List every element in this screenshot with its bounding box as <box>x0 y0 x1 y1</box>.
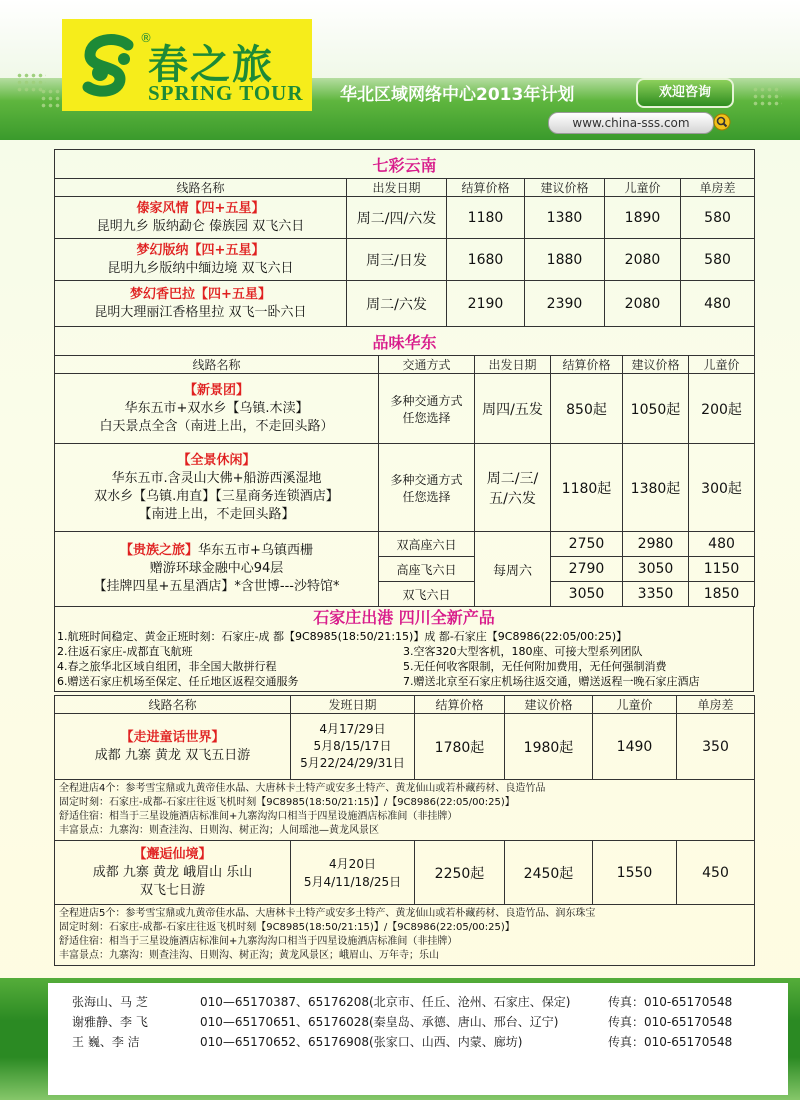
col-header: 儿童价 <box>593 696 677 714</box>
search-icon[interactable] <box>713 113 731 131</box>
col-header: 发班日期 <box>291 696 415 714</box>
col-header: 交通方式 <box>379 356 475 374</box>
note-line: 3.空客320大型客机，180座、可接大型系列团队 <box>403 645 643 658</box>
contact-row <box>72 993 732 1010</box>
child-price: 1150 <box>689 557 755 582</box>
col-header: 线路名称 <box>55 179 347 197</box>
route-name: 【全景休闲】 <box>177 452 256 468</box>
col-header: 儿童价 <box>605 179 681 197</box>
route-line: 双水乡【乌镇.甪直】【三星商务连锁酒店】 <box>94 488 339 504</box>
table-row[interactable] <box>55 841 755 905</box>
suggest-price: 1380起 <box>623 444 689 532</box>
contact-fax: 传真：010-65170548 <box>608 1015 733 1029</box>
contact-names: 张海山、马 芝 <box>72 995 148 1009</box>
contact-names: 王 巍、李 洁 <box>72 1035 140 1049</box>
suggest-price: 2450起 <box>505 841 593 905</box>
depart-date: 周三/日发 <box>347 239 447 281</box>
traffic-mode: 多种交通方式任您选择 <box>379 444 475 532</box>
settle-price: 2790 <box>551 557 623 582</box>
route-name: 【邂逅仙境】 <box>133 846 212 862</box>
table-row[interactable] <box>55 197 755 239</box>
registered-mark: ® <box>140 31 152 45</box>
route-info <box>55 780 755 841</box>
contact-row <box>72 1033 732 1050</box>
route-name: 梦幻版纳【四+五星】 <box>136 242 265 258</box>
single-supplement: 480 <box>681 281 755 327</box>
child-price: 200起 <box>689 374 755 444</box>
col-header: 单房差 <box>681 179 755 197</box>
suggest-price: 3050 <box>623 557 689 582</box>
child-price: 1550 <box>593 841 677 905</box>
route-line: 【南进上出，不走回头路】 <box>138 506 295 522</box>
col-header: 结算价格 <box>447 179 525 197</box>
child-price: 1890 <box>605 197 681 239</box>
section-title-yunnan: 七彩云南 <box>55 150 755 179</box>
info-line: 固定时刻：石家庄-成都-石家庄往返飞机时刻【9C8985(18:50/21:15)】/【9C8986(22:05/00:25)】 <box>59 922 515 933</box>
contact-names: 谢雅静、李 飞 <box>72 1015 148 1029</box>
suggest-price: 1880 <box>525 239 605 281</box>
yunnan-table <box>54 149 755 327</box>
footer <box>0 978 800 1100</box>
route-name: 【贵族之旅】 <box>120 543 199 558</box>
col-header: 出发日期 <box>347 179 447 197</box>
settle-price: 1680 <box>447 239 525 281</box>
contact-fax: 传真：010-65170548 <box>608 1035 733 1049</box>
settle-price: 2250起 <box>415 841 505 905</box>
suggest-price: 1980起 <box>505 714 593 780</box>
col-header: 线路名称 <box>55 356 379 374</box>
info-line: 丰富景点：九寨沟：则查洼沟、日则沟、树正沟；黄龙风景区；峨眉山、万年寺；乐山 <box>59 950 439 961</box>
settle-price: 850起 <box>551 374 623 444</box>
route-name: 【走进童话世界】 <box>120 729 225 745</box>
suggest-price: 1050起 <box>623 374 689 444</box>
sichuan-section <box>54 607 754 692</box>
main-content <box>54 149 754 966</box>
settle-price: 1180起 <box>551 444 623 532</box>
depart-date: 周四/五发 <box>475 374 551 444</box>
table-row[interactable] <box>55 281 755 327</box>
route-name: 【新景团】 <box>183 382 249 398</box>
traffic-mode: 多种交通方式任您选择 <box>379 374 475 444</box>
suggest-price: 2980 <box>623 532 689 557</box>
route-desc: 昆明九乡 版纳勐仑 傣族园 双飞六日 <box>96 218 305 234</box>
child-price: 300起 <box>689 444 755 532</box>
route-name: 梦幻香巴拉【四+五星】 <box>130 286 271 302</box>
route-desc: 昆明大理丽江香格里拉 双飞一卧六日 <box>94 304 307 320</box>
col-header: 建议价格 <box>525 179 605 197</box>
route-info <box>55 905 755 966</box>
col-header: 结算价格 <box>551 356 623 374</box>
settle-price: 2750 <box>551 532 623 557</box>
route-name: 傣家风情【四+五星】 <box>136 200 265 216</box>
depart-date: 周二/四/六发 <box>347 197 447 239</box>
settle-price: 1180 <box>447 197 525 239</box>
brand-name-en: SPRING TOUR <box>148 81 304 105</box>
route-line: 华东五市+双水乡【乌镇.木渎】 <box>124 400 309 416</box>
route-line: 【挂牌四星+五星酒店】*含世博---沙特馆* <box>93 579 340 594</box>
depart-date: 每周六 <box>475 532 551 607</box>
note-line: 5.无任何收客限制，无任何附加费用，无任何强制消费 <box>403 660 667 673</box>
spring-tour-logo-icon <box>76 33 146 103</box>
table-row[interactable] <box>55 714 755 780</box>
suggest-price: 3350 <box>623 582 689 607</box>
table-row[interactable] <box>55 374 755 444</box>
child-price: 1850 <box>689 582 755 607</box>
suggest-price: 2390 <box>525 281 605 327</box>
note-line: 2.往返石家庄-成都直飞航班 <box>57 645 193 658</box>
depart-date: 5月4/11/18/25日 <box>303 874 402 889</box>
route-line: 华东五市+乌镇西栅 <box>198 543 313 558</box>
contact-phone: 010—65170387、65176208(北京市、任丘、沧州、石家庄、保定) <box>200 995 571 1009</box>
settle-price: 2190 <box>447 281 525 327</box>
info-line: 全程进店5个：参考雪宝鼎或九黄帝佳水晶、大唐林卡土特产或安多土特产、黄龙仙山或若朴藏药材、良造竹品、润东珠宝 <box>59 908 596 919</box>
child-price: 2080 <box>605 281 681 327</box>
depart-date: 5月22/24/29/31日 <box>300 756 405 770</box>
col-header: 单房差 <box>677 696 755 714</box>
traffic-mode: 双高座六日 <box>379 532 475 557</box>
website-url[interactable]: www.china-sss.com <box>548 112 714 134</box>
route-desc: 昆明九乡版纳中缅边境 双飞六日 <box>107 260 294 276</box>
sichuan-table <box>54 695 755 966</box>
route-line: 赠游环球金融中心94层 <box>149 561 284 576</box>
single-supplement: 350 <box>677 714 755 780</box>
page-header <box>0 0 800 140</box>
suggest-price: 1380 <box>525 197 605 239</box>
col-header: 建议价格 <box>505 696 593 714</box>
contact-phone: 010—65170652、65176908(张家口、山西、内蒙、廊坊) <box>200 1035 523 1049</box>
contact-phone: 010—65170651、65176028(秦皇岛、承德、唐山、邢台、辽宁) <box>200 1015 559 1029</box>
route-desc: 成都 九寨 黄龙 峨眉山 乐山 <box>92 864 253 880</box>
page-title: 华北区域网络中心2013年计划 <box>340 85 575 105</box>
col-header: 线路名称 <box>55 696 291 714</box>
single-supplement: 580 <box>681 197 755 239</box>
info-line: 舒适住宿：相当于三星设施酒店标准间+九寨沟沟口相当于四星设施酒店标准间（非挂牌） <box>59 811 458 822</box>
note-line: 6.赠送石家庄机场至保定、任丘地区返程交通服务 <box>57 675 299 688</box>
route-desc: 双飞七日游 <box>139 882 205 898</box>
route-line: 白天景点全含（南进上出，不走回头路） <box>99 418 334 434</box>
note-line: 7.赠送北京至石家庄机场往返交通，赠送返程一晚石家庄酒店 <box>403 675 700 688</box>
depart-date: 5月8/15/17日 <box>313 739 392 753</box>
child-price: 480 <box>689 532 755 557</box>
settle-price: 1780起 <box>415 714 505 780</box>
route-line: 华东五市.含灵山大佛+船游西溪湿地 <box>111 470 322 486</box>
huadong-table <box>54 327 755 607</box>
info-line: 全程进店4个：参考雪宝鼎或九黄帝佳水晶、大唐林卡土特产或安多土特产、黄龙仙山或若朴藏药材、良造竹品 <box>59 783 546 794</box>
note-line: 4.春之旅华北区域自组团，非全国大散拼行程 <box>57 660 277 673</box>
settle-price: 3050 <box>551 582 623 607</box>
consult-button[interactable]: 欢迎咨询 <box>636 78 734 108</box>
route-desc: 成都 九寨 黄龙 双飞五日游 <box>94 747 251 763</box>
col-header: 结算价格 <box>415 696 505 714</box>
contact-fax: 传真：010-65170548 <box>608 995 733 1009</box>
table-row[interactable] <box>55 239 755 281</box>
depart-date: 4月17/29日 <box>319 722 386 736</box>
depart-date: 周二/六发 <box>347 281 447 327</box>
child-price: 1490 <box>593 714 677 780</box>
brand-logo[interactable] <box>62 19 312 111</box>
table-row[interactable] <box>55 444 755 532</box>
contact-row <box>72 1013 732 1030</box>
col-header: 儿童价 <box>689 356 755 374</box>
section-title-sichuan: 石家庄出港 四川全新产品 <box>313 608 495 627</box>
traffic-mode: 双飞六日 <box>379 582 475 607</box>
child-price: 2080 <box>605 239 681 281</box>
single-supplement: 580 <box>681 239 755 281</box>
traffic-mode: 高座飞六日 <box>379 557 475 582</box>
section-title-huadong: 品味华东 <box>55 327 755 356</box>
depart-date: 周二/三/五/六发 <box>475 444 551 532</box>
info-line: 舒适住宿：相当于三星设施酒店标准间+九寨沟沟口相当于四星设施酒店标准间（非挂牌） <box>59 936 458 947</box>
sichuan-notes <box>55 629 753 691</box>
col-header: 出发日期 <box>475 356 551 374</box>
depart-date: 4月20日 <box>329 856 376 871</box>
single-supplement: 450 <box>677 841 755 905</box>
info-line: 固定时刻：石家庄-成都-石家庄往返飞机时刻【9C8985(18:50/21:15)】/【9C8986(22:05/00:25)】 <box>59 797 515 808</box>
brand-name-cn: 春之旅 <box>148 41 274 88</box>
note-line: 1.航班时间稳定、黄金正班时刻：石家庄-成 都【9C8985(18:50/21:15)】成 都-石家庄【9C8986(22:05/00:25)】 <box>57 630 628 643</box>
info-line: 丰富景点：九寨沟：则查洼沟、日则沟、树正沟；人间瑶池—黄龙风景区 <box>59 825 379 836</box>
col-header: 建议价格 <box>623 356 689 374</box>
decor-dots-right <box>752 86 782 108</box>
contact-panel <box>48 983 788 1095</box>
table-row[interactable] <box>55 532 755 557</box>
